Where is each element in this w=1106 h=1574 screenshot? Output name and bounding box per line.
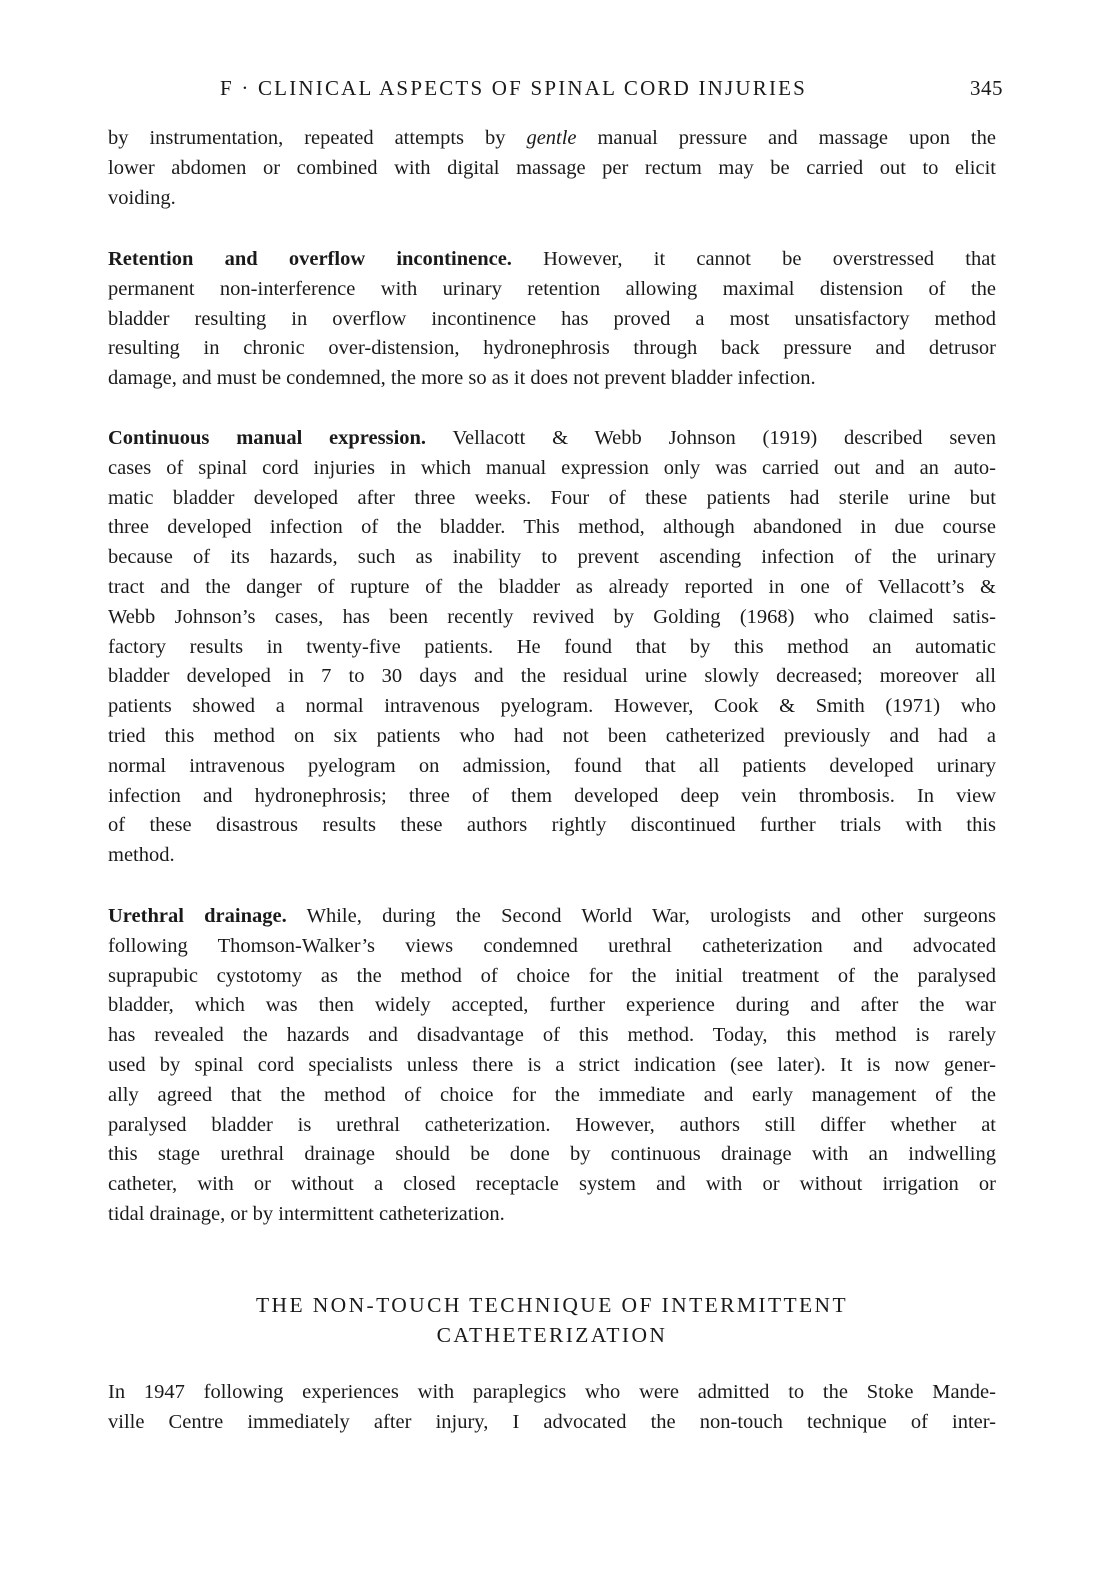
text-line: method. <box>108 844 175 867</box>
text-line: of these disastrous results these authors rightly discontinued further trials with this <box>108 814 996 837</box>
text-line <box>108 124 996 154</box>
text-line: damage, and must be condemned, the more so as it does not prevent bladder infection. <box>108 367 816 390</box>
running-title: F · CLINICAL ASPECTS OF SPINAL CORD INJURIES <box>220 76 808 100</box>
text-line: paralysed bladder is urethral catheterization. However, authors still differ whether at <box>108 1113 996 1136</box>
text-line: three developed infection of the bladder. This method, although abandoned in due course <box>108 516 996 539</box>
text-line: resulting in chronic over-distension, hydronephrosis through back pressure and detrusor <box>108 337 996 360</box>
text-line: suprapubic cystotomy as the method of choice for the initial treatment of the paralysed <box>108 964 996 987</box>
section-heading-line-2: CATHETERIZATION <box>436 1323 668 1347</box>
paragraph-non-touch-intro <box>108 1378 996 1438</box>
text-span: manual pressure and massage upon the <box>576 127 996 149</box>
text-line: this stage urethral drainage should be done by continuous drainage with an indwelling <box>108 1143 996 1166</box>
text-line: tract and the danger of rupture of the bladder as already reported in one of Vellacott’s & <box>108 575 996 598</box>
text-line: has revealed the hazards and disadvantage of this method. Today, this method is rarely <box>108 1024 996 1047</box>
text-line: voiding. <box>108 186 176 209</box>
paragraph-retention-overflow <box>108 245 996 394</box>
text-line: permanent non-interference with urinary retention allowing maximal distension of the <box>108 277 996 300</box>
section-heading <box>108 1290 996 1350</box>
text-span: While, during the Second World War, urologists and other surgeons <box>286 905 996 927</box>
section-heading-line-1: THE NON-TOUCH TECHNIQUE OF INTERMITTENT <box>255 1293 849 1317</box>
text-line: normal intravenous pyelogram on admission, found that all patients developed urinary <box>108 754 996 777</box>
text-line: tried this method on six patients who had not been catheterized previously and had a <box>108 724 996 747</box>
emphasis-gentle: gentle <box>526 127 577 149</box>
text-line: tidal drainage, or by intermittent catheterization. <box>108 1202 505 1225</box>
text-line: catheter, with or without a closed receptacle system and with or without irrigation or <box>108 1173 996 1196</box>
text-line: lower abdomen or combined with digital massage per rectum may be carried out to elicit <box>108 156 996 179</box>
text-line: following Thomson-Walker’s views condemned urethral catheterization and advocated <box>108 934 996 957</box>
text-span: by instrumentation, repeated attempts by <box>108 127 527 149</box>
text-line: patients showed a normal intravenous pyelogram. However, Cook & Smith (1971) who <box>108 695 996 718</box>
paragraph-urethral-drainage <box>108 902 996 1230</box>
text-line: matic bladder developed after three weeks. Four of these patients had sterile urine but <box>108 486 996 509</box>
page-number: 345 <box>970 76 1003 100</box>
running-head <box>108 76 1003 106</box>
text-line: bladder developed in 7 to 30 days and the residual urine slowly decreased; moreover all <box>108 665 996 688</box>
text-span: Vellacott & Webb Johnson (1919) described seven <box>426 427 996 449</box>
text-line: Webb Johnson’s cases, has been recently revived by Golding (1968) who claimed satis- <box>108 605 996 628</box>
text-line: because of its hazards, such as inability to prevent ascending infection of the urinary <box>108 546 996 569</box>
run-in-heading: Continuous manual expression. <box>108 427 427 449</box>
paragraph-continuation <box>108 124 996 213</box>
text-line: bladder resulting in overflow incontinence has proved a most unsatisfactory method <box>108 307 996 330</box>
text-line: used by spinal cord specialists unless there is a strict indication (see later). It is now gener- <box>108 1053 996 1076</box>
text-line <box>108 902 996 932</box>
run-in-heading: Retention and overflow incontinence. <box>108 248 512 270</box>
text-line: bladder, which was then widely accepted, further experience during and after the war <box>108 994 996 1017</box>
text-line <box>108 245 996 275</box>
text-line: ville Centre immediately after injury, I advocated the non-touch technique of inter- <box>108 1410 996 1433</box>
text-line: infection and hydronephrosis; three of them developed deep vein thrombosis. In view <box>108 784 996 807</box>
text-span: However, it cannot be overstressed that <box>511 248 996 270</box>
text-line <box>108 424 996 454</box>
paragraph-continuous-manual-expression <box>108 424 996 871</box>
text-line: factory results in twenty-five patients. He found that by this method an automatic <box>108 635 996 658</box>
text-line: cases of spinal cord injuries in which manual expression only was carried out and an auto- <box>108 456 996 479</box>
text-line: In 1947 following experiences with paraplegics who were admitted to the Stoke Mande- <box>108 1381 996 1403</box>
text-line: ally agreed that the method of choice for the immediate and early management of the <box>108 1083 996 1106</box>
run-in-heading: Urethral drainage. <box>108 905 287 927</box>
